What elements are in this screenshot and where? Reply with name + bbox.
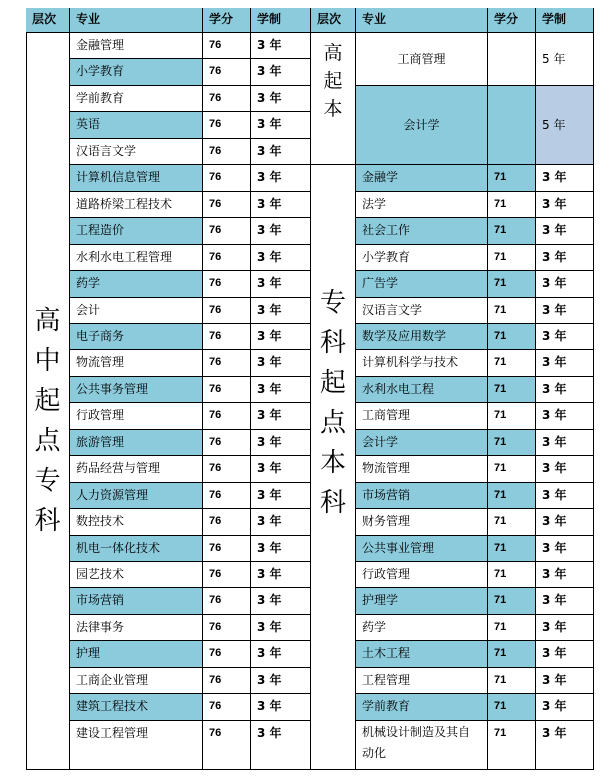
right-bottom-credit-cell: 71: [488, 218, 536, 245]
left-credit-cell: 76: [203, 377, 251, 403]
left-credit-cell: 76: [203, 192, 251, 218]
left-major-cell: 物流管理: [70, 350, 203, 377]
right-top-level-label-char: 本: [323, 98, 343, 120]
left-credit-cell: 76: [203, 509, 251, 536]
left-credit-cell: 76: [203, 483, 251, 509]
left-level-label-char: 起: [34, 386, 61, 416]
right-bottom-major-cell: 工商管理: [356, 403, 488, 430]
right-bottom-credit-cell: 71: [488, 641, 536, 668]
right-bottom-major-cell: 金融学: [356, 165, 488, 192]
right-bottom-major-cell: 物流管理: [356, 456, 488, 483]
right-bottom-credit-cell: 71: [488, 588, 536, 615]
right-top-credit-cell: [488, 33, 536, 86]
right-bottom-credit-cell: 71: [488, 350, 536, 377]
left-major-cell: 数控技术: [70, 509, 203, 536]
left-major-cell: 行政管理: [70, 403, 203, 430]
left-credit-cell: 76: [203, 536, 251, 562]
left-major-cell: 英语: [70, 112, 203, 139]
right-bottom-major-cell: 法学: [356, 192, 488, 218]
left-credit-cell: 76: [203, 430, 251, 456]
right-credit-header: 学分: [488, 8, 536, 33]
right-bottom-level-label-char: 本: [319, 448, 346, 478]
right-top-level-label-char: 起: [323, 70, 343, 92]
left-years-cell: 3 年: [251, 668, 311, 694]
left-years-cell: 3 年: [251, 641, 311, 668]
left-years-cell: 3 年: [251, 509, 311, 536]
left-credit-cell: 76: [203, 694, 251, 721]
left-level-label-char: 专: [34, 466, 61, 496]
right-bottom-level-label-char: 点: [319, 408, 346, 438]
left-credit-cell: 76: [203, 33, 251, 59]
right-bottom-credit-cell: 71: [488, 483, 536, 509]
left-years-cell: 3 年: [251, 403, 311, 430]
left-major-cell: 学前教育: [70, 86, 203, 112]
left-years-cell: 3 年: [251, 350, 311, 377]
left-major-cell: 汉语言文学: [70, 139, 203, 165]
left-years-cell: 3 年: [251, 588, 311, 615]
right-bottom-credit-cell: 71: [488, 192, 536, 218]
right-bottom-years-cell: 3 年: [536, 694, 594, 721]
right-major-header: 专业: [356, 8, 488, 33]
left-years-cell: 3 年: [251, 112, 311, 139]
right-top-major-cell: 工商管理: [356, 33, 488, 86]
left-credit-cell: 76: [203, 641, 251, 668]
right-bottom-years-cell: 3 年: [536, 641, 594, 668]
left-credit-cell: 76: [203, 59, 251, 86]
left-major-cell: 会计: [70, 298, 203, 324]
right-level-header: 层次: [311, 8, 356, 33]
left-level-label-char: 点: [34, 426, 61, 456]
right-bottom-credit-cell: 71: [488, 377, 536, 403]
left-major-cell: 机电一体化技术: [70, 536, 203, 562]
right-bottom-major-cell: 水利水电工程: [356, 377, 488, 403]
right-bottom-years-cell: 3 年: [536, 536, 594, 562]
program-table: [26, 8, 594, 770]
left-major-header: 专业: [70, 8, 203, 33]
right-bottom-major-cell: 药学: [356, 615, 488, 641]
right-bottom-major-cell: 会计学: [356, 430, 488, 456]
right-bottom-credit-cell: 71: [488, 668, 536, 694]
right-bottom-years-cell: 3 年: [536, 298, 594, 324]
right-bottom-credit-cell: 71: [488, 245, 536, 271]
left-major-cell: 公共事务管理: [70, 377, 203, 403]
right-bottom-credit-cell: 71: [488, 165, 536, 192]
left-years-cell: 3 年: [251, 271, 311, 298]
left-credit-cell: 76: [203, 165, 251, 192]
left-credit-cell: 76: [203, 721, 251, 770]
right-bottom-years-cell: 3 年: [536, 324, 594, 350]
left-major-cell: 建设工程管理: [70, 721, 203, 770]
left-years-cell: 3 年: [251, 694, 311, 721]
right-bottom-years-cell: 3 年: [536, 350, 594, 377]
right-bottom-level-label-char: 专: [319, 288, 346, 318]
left-years-cell: 3 年: [251, 562, 311, 588]
right-bottom-credit-cell: 71: [488, 615, 536, 641]
left-level-label-char: 高: [34, 306, 61, 336]
left-credit-cell: 76: [203, 615, 251, 641]
left-years-cell: 3 年: [251, 615, 311, 641]
left-credit-header: 学分: [203, 8, 251, 33]
left-credit-cell: 76: [203, 324, 251, 350]
left-credit-cell: 76: [203, 298, 251, 324]
left-years-cell: 3 年: [251, 139, 311, 165]
right-bottom-years-cell: 3 年: [536, 615, 594, 641]
right-bottom-credit-cell: 71: [488, 403, 536, 430]
left-major-cell: 工商企业管理: [70, 668, 203, 694]
left-years-cell: 3 年: [251, 245, 311, 271]
right-bottom-major-cell: 汉语言文学: [356, 298, 488, 324]
left-major-cell: 药品经营与管理: [70, 456, 203, 483]
right-bottom-credit-cell: 71: [488, 721, 536, 770]
right-bottom-major-cell: 广告学: [356, 271, 488, 298]
right-bottom-years-cell: 3 年: [536, 165, 594, 192]
left-major-cell: 人力资源管理: [70, 483, 203, 509]
right-bottom-major-cell: 数学及应用数学: [356, 324, 488, 350]
left-major-cell: 金融管理: [70, 33, 203, 59]
right-years-header: 学制: [536, 8, 594, 33]
left-major-cell: 计算机信息管理: [70, 165, 203, 192]
right-bottom-years-cell: 3 年: [536, 377, 594, 403]
right-bottom-level-label-char: 科: [319, 328, 346, 358]
left-major-cell: 小学教育: [70, 59, 203, 86]
left-credit-cell: 76: [203, 350, 251, 377]
left-years-cell: 3 年: [251, 59, 311, 86]
left-years-cell: 3 年: [251, 165, 311, 192]
right-bottom-major-cell: 土木工程: [356, 641, 488, 668]
right-top-credit-cell: [488, 86, 536, 165]
left-major-cell: 护理: [70, 641, 203, 668]
left-credit-cell: 76: [203, 403, 251, 430]
left-years-cell: 3 年: [251, 536, 311, 562]
left-major-cell: 水利水电工程管理: [70, 245, 203, 271]
right-bottom-years-cell: 3 年: [536, 456, 594, 483]
right-bottom-years-cell: 3 年: [536, 668, 594, 694]
right-bottom-years-cell: 3 年: [536, 430, 594, 456]
left-years-cell: 3 年: [251, 298, 311, 324]
right-bottom-credit-cell: 71: [488, 271, 536, 298]
left-credit-cell: 76: [203, 562, 251, 588]
right-bottom-credit-cell: 71: [488, 562, 536, 588]
right-top-major-cell: 会计学: [356, 86, 488, 165]
right-bottom-major-cell: 计算机科学与技术: [356, 350, 488, 377]
right-top-years-cell: 5 年: [536, 33, 594, 86]
left-years-cell: 3 年: [251, 33, 311, 59]
left-major-cell: 园艺技术: [70, 562, 203, 588]
right-bottom-major-cell: 行政管理: [356, 562, 488, 588]
right-bottom-credit-cell: 71: [488, 430, 536, 456]
right-bottom-years-cell: 3 年: [536, 271, 594, 298]
left-credit-cell: 76: [203, 668, 251, 694]
right-bottom-credit-cell: 71: [488, 536, 536, 562]
left-level-label-char: 科: [34, 506, 61, 536]
right-bottom-level-label: [311, 165, 356, 770]
right-bottom-years-cell: 3 年: [536, 192, 594, 218]
left-credit-cell: 76: [203, 245, 251, 271]
right-bottom-years-cell: 3 年: [536, 218, 594, 245]
left-credit-cell: 76: [203, 456, 251, 483]
left-credit-cell: 76: [203, 112, 251, 139]
right-bottom-major-cell: 机械设计制造及其自动化: [356, 721, 488, 770]
left-years-cell: 3 年: [251, 456, 311, 483]
right-top-years-cell: 5 年: [536, 86, 594, 165]
right-bottom-credit-cell: 71: [488, 298, 536, 324]
right-bottom-credit-cell: 71: [488, 509, 536, 536]
right-bottom-level-label-char: 起: [319, 368, 346, 398]
right-bottom-years-cell: 3 年: [536, 562, 594, 588]
right-bottom-credit-cell: 71: [488, 324, 536, 350]
left-years-cell: 3 年: [251, 324, 311, 350]
left-major-cell: 药学: [70, 271, 203, 298]
right-bottom-years-cell: 3 年: [536, 721, 594, 770]
right-bottom-years-cell: 3 年: [536, 509, 594, 536]
right-top-level-label: [311, 33, 356, 165]
left-years-header: 学制: [251, 8, 311, 33]
right-bottom-major-cell: 学前教育: [356, 694, 488, 721]
left-years-cell: 3 年: [251, 721, 311, 770]
left-level-label: [26, 33, 70, 770]
left-major-cell: 道路桥梁工程技术: [70, 192, 203, 218]
left-major-cell: 法律事务: [70, 615, 203, 641]
right-bottom-years-cell: 3 年: [536, 588, 594, 615]
right-bottom-years-cell: 3 年: [536, 483, 594, 509]
right-bottom-major-cell: 市场营销: [356, 483, 488, 509]
left-level-label-char: 中: [34, 346, 61, 376]
left-major-cell: 电子商务: [70, 324, 203, 350]
left-major-cell: 旅游管理: [70, 430, 203, 456]
left-major-cell: 市场营销: [70, 588, 203, 615]
left-major-cell: 建筑工程技术: [70, 694, 203, 721]
right-top-level-label-char: 高: [323, 42, 343, 64]
right-bottom-years-cell: 3 年: [536, 403, 594, 430]
right-bottom-level-label-char: 科: [319, 488, 346, 518]
left-years-cell: 3 年: [251, 430, 311, 456]
right-bottom-major-cell: 财务管理: [356, 509, 488, 536]
right-bottom-major-cell: 护理学: [356, 588, 488, 615]
left-level-header: 层次: [26, 8, 70, 33]
right-bottom-major-cell: 小学教育: [356, 245, 488, 271]
right-bottom-major-cell: 社会工作: [356, 218, 488, 245]
left-credit-cell: 76: [203, 86, 251, 112]
left-credit-cell: 76: [203, 218, 251, 245]
left-years-cell: 3 年: [251, 86, 311, 112]
left-years-cell: 3 年: [251, 483, 311, 509]
left-major-cell: 工程造价: [70, 218, 203, 245]
left-credit-cell: 76: [203, 588, 251, 615]
right-bottom-major-cell: 工程管理: [356, 668, 488, 694]
left-years-cell: 3 年: [251, 218, 311, 245]
left-credit-cell: 76: [203, 139, 251, 165]
left-credit-cell: 76: [203, 271, 251, 298]
left-years-cell: 3 年: [251, 377, 311, 403]
right-bottom-credit-cell: 71: [488, 694, 536, 721]
right-bottom-credit-cell: 71: [488, 456, 536, 483]
right-bottom-years-cell: 3 年: [536, 245, 594, 271]
right-bottom-major-cell: 公共事业管理: [356, 536, 488, 562]
left-years-cell: 3 年: [251, 192, 311, 218]
